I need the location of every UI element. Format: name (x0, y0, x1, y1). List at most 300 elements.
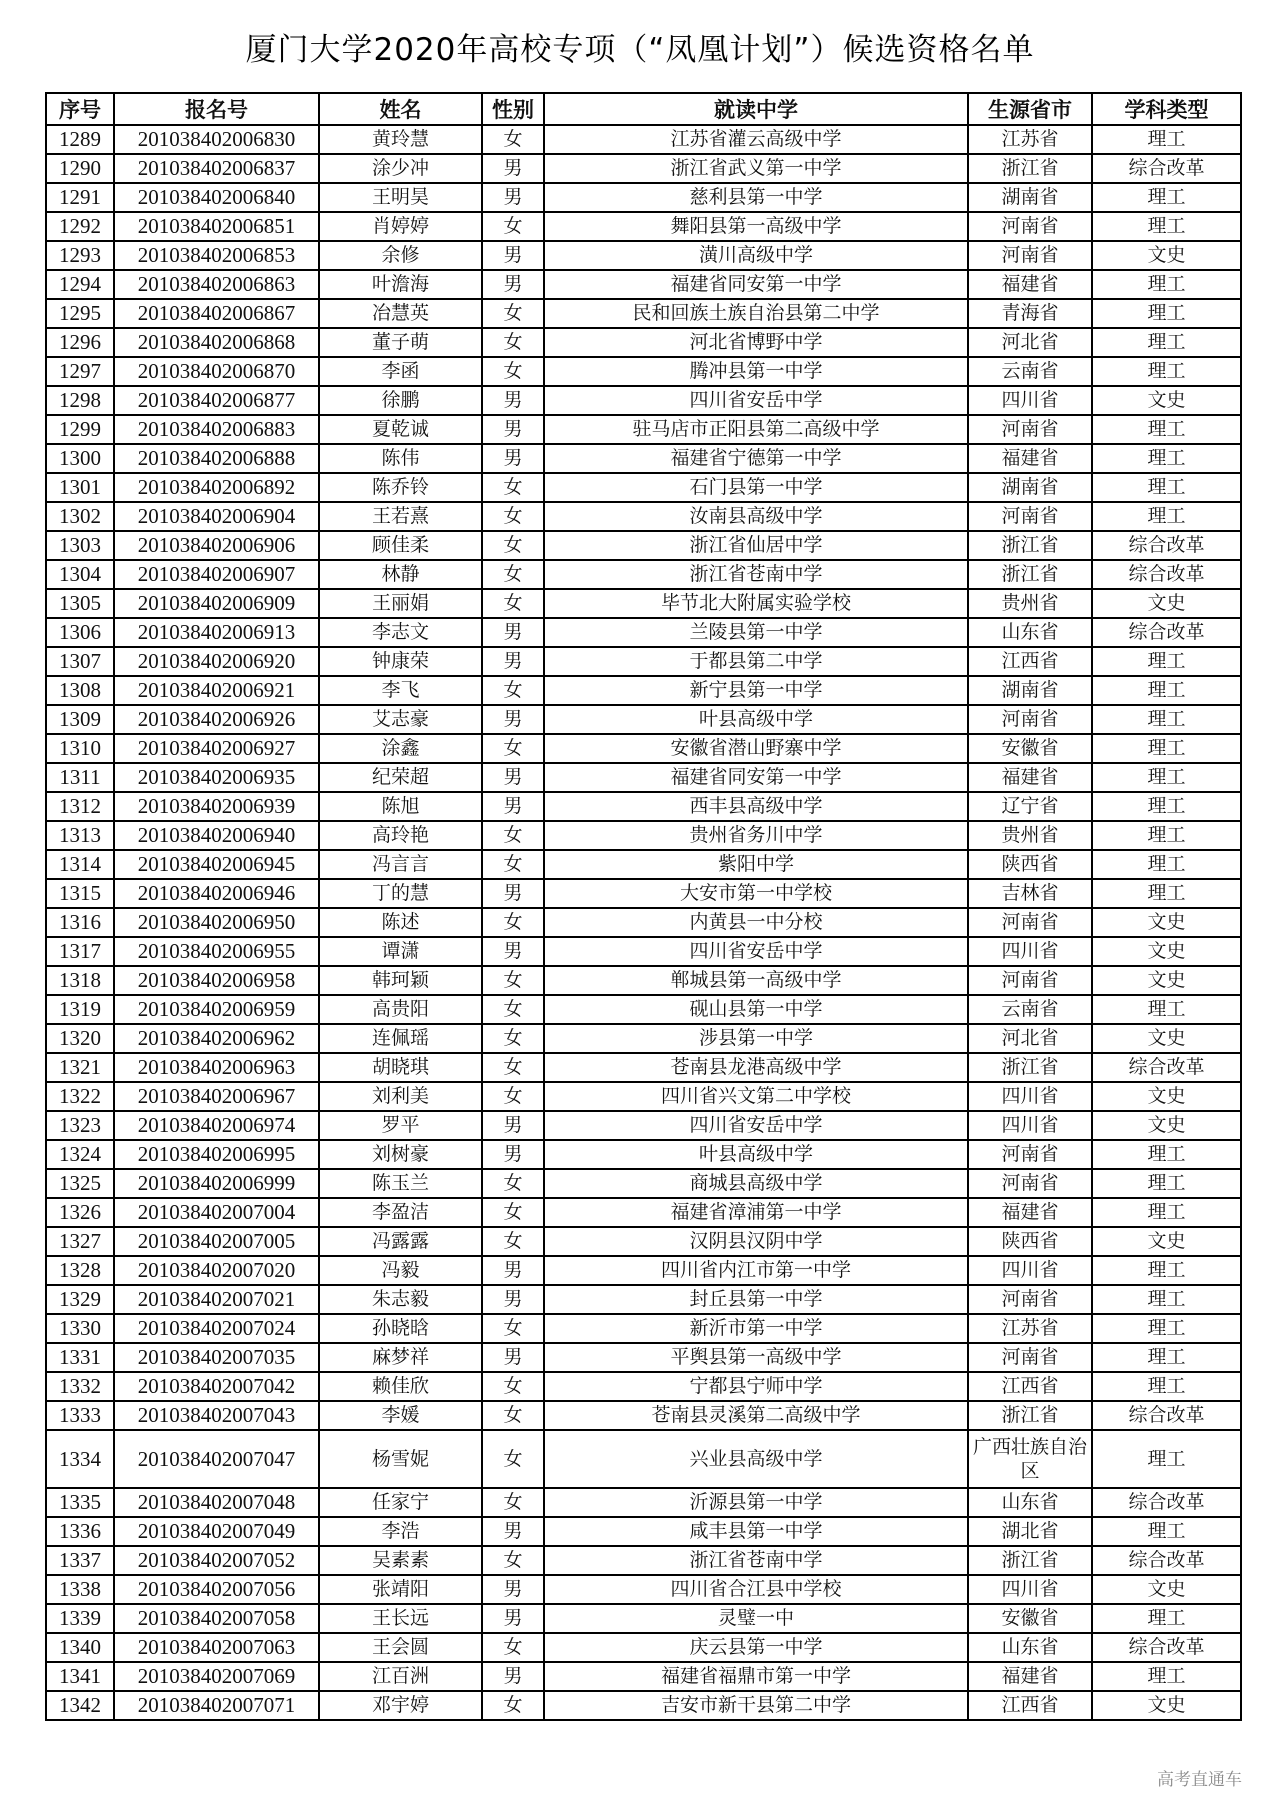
cell-subject-type: 理工 (1092, 1343, 1241, 1372)
cell-index: 1296 (46, 328, 114, 357)
candidate-table (45, 92, 1242, 1721)
cell-gender: 男 (482, 937, 544, 966)
cell-registration-no: 201038402006830 (114, 125, 319, 154)
cell-gender: 男 (482, 1662, 544, 1691)
cell-gender: 男 (482, 1575, 544, 1604)
cell-school: 潢川高级中学 (544, 241, 968, 270)
cell-registration-no: 201038402006958 (114, 966, 319, 995)
cell-province: 江西省 (968, 1691, 1092, 1720)
cell-subject-type: 理工 (1092, 473, 1241, 502)
cell-gender: 男 (482, 705, 544, 734)
cell-index: 1330 (46, 1314, 114, 1343)
header-index: 序号 (46, 93, 114, 125)
cell-name: 胡晓琪 (319, 1053, 482, 1082)
cell-name: 王明昊 (319, 183, 482, 212)
table-row (46, 1111, 1241, 1140)
cell-subject-type: 理工 (1092, 1169, 1241, 1198)
cell-index: 1326 (46, 1198, 114, 1227)
cell-province: 江西省 (968, 647, 1092, 676)
cell-name: 高玲艳 (319, 821, 482, 850)
cell-school: 平舆县第一高级中学 (544, 1343, 968, 1372)
cell-registration-no: 201038402006921 (114, 676, 319, 705)
table-row (46, 1314, 1241, 1343)
cell-province: 青海省 (968, 299, 1092, 328)
table-row (46, 1198, 1241, 1227)
table-row (46, 1662, 1241, 1691)
cell-name: 刘树豪 (319, 1140, 482, 1169)
table-row (46, 1169, 1241, 1198)
cell-school: 驻马店市正阳县第二高级中学 (544, 415, 968, 444)
cell-school: 吉安市新干县第二中学 (544, 1691, 968, 1720)
table-row (46, 1517, 1241, 1546)
cell-name: 张靖阳 (319, 1575, 482, 1604)
table-row (46, 1546, 1241, 1575)
table-row (46, 1633, 1241, 1662)
cell-name: 涂鑫 (319, 734, 482, 763)
cell-province: 陕西省 (968, 850, 1092, 879)
cell-index: 1332 (46, 1372, 114, 1401)
table-row (46, 1343, 1241, 1372)
cell-school: 封丘县第一中学 (544, 1285, 968, 1314)
cell-school: 汝南县高级中学 (544, 502, 968, 531)
cell-registration-no: 201038402006955 (114, 937, 319, 966)
table-row (46, 1575, 1241, 1604)
cell-gender: 男 (482, 1256, 544, 1285)
cell-gender: 女 (482, 357, 544, 386)
cell-subject-type: 理工 (1092, 357, 1241, 386)
cell-registration-no: 201038402006870 (114, 357, 319, 386)
cell-subject-type: 综合改革 (1092, 1633, 1241, 1662)
cell-subject-type: 理工 (1092, 1140, 1241, 1169)
cell-subject-type: 理工 (1092, 328, 1241, 357)
cell-school: 福建省同安第一中学 (544, 270, 968, 299)
cell-registration-no: 201038402007005 (114, 1227, 319, 1256)
cell-school: 浙江省苍南中学 (544, 1546, 968, 1575)
cell-name: 高贵阳 (319, 995, 482, 1024)
cell-province: 安徽省 (968, 734, 1092, 763)
cell-index: 1304 (46, 560, 114, 589)
cell-subject-type: 理工 (1092, 792, 1241, 821)
table-row (46, 473, 1241, 502)
cell-gender: 男 (482, 1140, 544, 1169)
cell-subject-type: 理工 (1092, 444, 1241, 473)
cell-school: 安徽省潜山野寨中学 (544, 734, 968, 763)
cell-index: 1340 (46, 1633, 114, 1662)
cell-subject-type: 理工 (1092, 995, 1241, 1024)
cell-index: 1335 (46, 1488, 114, 1517)
table-row (46, 386, 1241, 415)
cell-gender: 男 (482, 1604, 544, 1633)
page-title: 厦门大学2020年高校专项（“凤凰计划”）候选资格名单 (245, 32, 1035, 68)
cell-province: 广西壮族自治区 (968, 1430, 1092, 1488)
cell-name: 冯言言 (319, 850, 482, 879)
cell-school: 商城县高级中学 (544, 1169, 968, 1198)
cell-school: 庆云县第一中学 (544, 1633, 968, 1662)
cell-school: 宁都县宁师中学 (544, 1372, 968, 1401)
cell-school: 浙江省苍南中学 (544, 560, 968, 589)
cell-name: 孙晓晗 (319, 1314, 482, 1343)
table-row (46, 212, 1241, 241)
cell-province: 河南省 (968, 1285, 1092, 1314)
cell-subject-type: 文史 (1092, 1575, 1241, 1604)
cell-registration-no: 201038402006909 (114, 589, 319, 618)
cell-school: 四川省内江市第一中学 (544, 1256, 968, 1285)
cell-index: 1331 (46, 1343, 114, 1372)
cell-name: 黄玲慧 (319, 125, 482, 154)
cell-subject-type: 理工 (1092, 1372, 1241, 1401)
cell-index: 1319 (46, 995, 114, 1024)
cell-registration-no: 201038402006935 (114, 763, 319, 792)
cell-gender: 女 (482, 1169, 544, 1198)
cell-gender: 男 (482, 1111, 544, 1140)
cell-province: 辽宁省 (968, 792, 1092, 821)
cell-index: 1289 (46, 125, 114, 154)
cell-school: 四川省合江县中学校 (544, 1575, 968, 1604)
cell-index: 1307 (46, 647, 114, 676)
cell-province: 四川省 (968, 386, 1092, 415)
cell-subject-type: 文史 (1092, 1082, 1241, 1111)
cell-index: 1295 (46, 299, 114, 328)
cell-index: 1305 (46, 589, 114, 618)
cell-name: 涂少冲 (319, 154, 482, 183)
cell-index: 1341 (46, 1662, 114, 1691)
cell-province: 四川省 (968, 1575, 1092, 1604)
cell-name: 任家宁 (319, 1488, 482, 1517)
table-row (46, 270, 1241, 299)
cell-province: 江西省 (968, 1372, 1092, 1401)
cell-school: 大安市第一中学校 (544, 879, 968, 908)
cell-index: 1317 (46, 937, 114, 966)
table-row (46, 357, 1241, 386)
cell-province: 四川省 (968, 1256, 1092, 1285)
header-registration-no: 报名号 (114, 93, 319, 125)
cell-registration-no: 201038402006868 (114, 328, 319, 357)
cell-gender: 女 (482, 676, 544, 705)
cell-index: 1321 (46, 1053, 114, 1082)
cell-province: 江苏省 (968, 125, 1092, 154)
table-row (46, 1140, 1241, 1169)
cell-school: 涉县第一中学 (544, 1024, 968, 1053)
cell-registration-no: 201038402007069 (114, 1662, 319, 1691)
cell-name: 李盈洁 (319, 1198, 482, 1227)
cell-index: 1299 (46, 415, 114, 444)
cell-index: 1309 (46, 705, 114, 734)
cell-school: 于都县第二中学 (544, 647, 968, 676)
cell-name: 邓宇婷 (319, 1691, 482, 1720)
cell-registration-no: 201038402007004 (114, 1198, 319, 1227)
cell-index: 1339 (46, 1604, 114, 1633)
cell-gender: 男 (482, 792, 544, 821)
cell-index: 1324 (46, 1140, 114, 1169)
cell-gender: 女 (482, 1488, 544, 1517)
table-row (46, 792, 1241, 821)
cell-index: 1328 (46, 1256, 114, 1285)
cell-gender: 女 (482, 1198, 544, 1227)
table-row (46, 502, 1241, 531)
cell-province: 山东省 (968, 1488, 1092, 1517)
table-row (46, 299, 1241, 328)
cell-registration-no: 201038402006883 (114, 415, 319, 444)
cell-subject-type: 综合改革 (1092, 1488, 1241, 1517)
cell-province: 河南省 (968, 502, 1092, 531)
cell-name: 徐鹏 (319, 386, 482, 415)
table-row (46, 734, 1241, 763)
cell-name: 陈伟 (319, 444, 482, 473)
table-row (46, 966, 1241, 995)
cell-index: 1338 (46, 1575, 114, 1604)
cell-school: 贵州省务川中学 (544, 821, 968, 850)
table-row (46, 850, 1241, 879)
cell-province: 吉林省 (968, 879, 1092, 908)
cell-school: 叶县高级中学 (544, 705, 968, 734)
cell-subject-type: 理工 (1092, 734, 1241, 763)
cell-school: 浙江省武义第一中学 (544, 154, 968, 183)
cell-province: 河北省 (968, 328, 1092, 357)
cell-school: 慈利县第一中学 (544, 183, 968, 212)
cell-registration-no: 201038402006926 (114, 705, 319, 734)
cell-index: 1297 (46, 357, 114, 386)
cell-subject-type: 理工 (1092, 647, 1241, 676)
cell-gender: 女 (482, 1546, 544, 1575)
cell-name: 李志文 (319, 618, 482, 647)
cell-registration-no: 201038402007049 (114, 1517, 319, 1546)
cell-province: 陕西省 (968, 1227, 1092, 1256)
table-row (46, 1401, 1241, 1430)
cell-subject-type: 理工 (1092, 502, 1241, 531)
cell-index: 1314 (46, 850, 114, 879)
cell-gender: 女 (482, 1372, 544, 1401)
cell-name: 朱志毅 (319, 1285, 482, 1314)
cell-province: 福建省 (968, 763, 1092, 792)
cell-subject-type: 综合改革 (1092, 560, 1241, 589)
table-row (46, 879, 1241, 908)
cell-subject-type: 文史 (1092, 1111, 1241, 1140)
cell-name: 李函 (319, 357, 482, 386)
cell-gender: 女 (482, 1314, 544, 1343)
cell-registration-no: 201038402006913 (114, 618, 319, 647)
cell-registration-no: 201038402007052 (114, 1546, 319, 1575)
cell-gender: 女 (482, 125, 544, 154)
cell-registration-no: 201038402006851 (114, 212, 319, 241)
cell-subject-type: 文史 (1092, 937, 1241, 966)
table-row (46, 328, 1241, 357)
cell-name: 余修 (319, 241, 482, 270)
cell-gender: 男 (482, 241, 544, 270)
cell-registration-no: 201038402006888 (114, 444, 319, 473)
table-row (46, 531, 1241, 560)
cell-name: 冯露露 (319, 1227, 482, 1256)
cell-registration-no: 201038402006950 (114, 908, 319, 937)
cell-gender: 男 (482, 763, 544, 792)
cell-registration-no: 201038402006927 (114, 734, 319, 763)
cell-province: 河南省 (968, 1169, 1092, 1198)
header-gender: 性别 (482, 93, 544, 125)
table-row (46, 908, 1241, 937)
cell-index: 1316 (46, 908, 114, 937)
cell-index: 1301 (46, 473, 114, 502)
cell-gender: 女 (482, 850, 544, 879)
cell-gender: 女 (482, 1401, 544, 1430)
cell-registration-no: 201038402007020 (114, 1256, 319, 1285)
cell-gender: 女 (482, 1633, 544, 1662)
cell-province: 湖南省 (968, 473, 1092, 502)
cell-subject-type: 理工 (1092, 705, 1241, 734)
cell-gender: 男 (482, 1517, 544, 1546)
cell-registration-no: 201038402006840 (114, 183, 319, 212)
cell-name: 王若熹 (319, 502, 482, 531)
cell-province: 山东省 (968, 618, 1092, 647)
cell-province: 四川省 (968, 1082, 1092, 1111)
cell-province: 福建省 (968, 444, 1092, 473)
cell-school: 灵璧一中 (544, 1604, 968, 1633)
cell-subject-type: 文史 (1092, 1024, 1241, 1053)
table-row (46, 415, 1241, 444)
cell-school: 江苏省灌云高级中学 (544, 125, 968, 154)
cell-school: 兰陵县第一中学 (544, 618, 968, 647)
cell-gender: 女 (482, 1227, 544, 1256)
cell-province: 浙江省 (968, 1401, 1092, 1430)
cell-registration-no: 201038402006962 (114, 1024, 319, 1053)
cell-subject-type: 理工 (1092, 183, 1241, 212)
table-row (46, 1227, 1241, 1256)
cell-gender: 女 (482, 531, 544, 560)
cell-gender: 男 (482, 386, 544, 415)
cell-gender: 女 (482, 821, 544, 850)
cell-registration-no: 201038402006974 (114, 1111, 319, 1140)
cell-index: 1336 (46, 1517, 114, 1546)
cell-province: 河南省 (968, 705, 1092, 734)
cell-subject-type: 理工 (1092, 1314, 1241, 1343)
cell-gender: 男 (482, 879, 544, 908)
cell-gender: 女 (482, 328, 544, 357)
cell-index: 1306 (46, 618, 114, 647)
cell-index: 1325 (46, 1169, 114, 1198)
cell-gender: 女 (482, 966, 544, 995)
cell-registration-no: 201038402007071 (114, 1691, 319, 1720)
cell-province: 浙江省 (968, 1053, 1092, 1082)
cell-province: 四川省 (968, 1111, 1092, 1140)
cell-subject-type: 理工 (1092, 1256, 1241, 1285)
cell-subject-type: 理工 (1092, 415, 1241, 444)
cell-subject-type: 理工 (1092, 879, 1241, 908)
cell-index: 1291 (46, 183, 114, 212)
cell-school: 福建省福鼎市第一中学 (544, 1662, 968, 1691)
cell-index: 1302 (46, 502, 114, 531)
cell-index: 1323 (46, 1111, 114, 1140)
table-row (46, 1604, 1241, 1633)
cell-school: 咸丰县第一中学 (544, 1517, 968, 1546)
cell-province: 河南省 (968, 241, 1092, 270)
cell-school: 郸城县第一高级中学 (544, 966, 968, 995)
table-row (46, 1024, 1241, 1053)
table-row (46, 589, 1241, 618)
cell-subject-type: 理工 (1092, 763, 1241, 792)
cell-gender: 女 (482, 734, 544, 763)
cell-index: 1310 (46, 734, 114, 763)
cell-subject-type: 理工 (1092, 850, 1241, 879)
table-row (46, 1256, 1241, 1285)
cell-name: 叶澹海 (319, 270, 482, 299)
cell-subject-type: 理工 (1092, 1198, 1241, 1227)
cell-province: 安徽省 (968, 1604, 1092, 1633)
header-subject-type: 学科类型 (1092, 93, 1241, 125)
cell-name: 陈玉兰 (319, 1169, 482, 1198)
table-row (46, 937, 1241, 966)
cell-gender: 女 (482, 1430, 544, 1488)
cell-province: 湖南省 (968, 676, 1092, 705)
cell-province: 河南省 (968, 1343, 1092, 1372)
table-row (46, 618, 1241, 647)
cell-school: 汉阴县汉阴中学 (544, 1227, 968, 1256)
cell-subject-type: 理工 (1092, 1517, 1241, 1546)
cell-registration-no: 201038402007043 (114, 1401, 319, 1430)
table-row (46, 154, 1241, 183)
cell-province: 浙江省 (968, 531, 1092, 560)
cell-school: 福建省同安第一中学 (544, 763, 968, 792)
cell-school: 兴业县高级中学 (544, 1430, 968, 1488)
cell-gender: 男 (482, 444, 544, 473)
cell-name: 董子萌 (319, 328, 482, 357)
cell-subject-type: 理工 (1092, 821, 1241, 850)
cell-name: 冶慧英 (319, 299, 482, 328)
cell-school: 浙江省仙居中学 (544, 531, 968, 560)
cell-province: 湖南省 (968, 183, 1092, 212)
cell-gender: 男 (482, 618, 544, 647)
cell-index: 1311 (46, 763, 114, 792)
cell-gender: 女 (482, 212, 544, 241)
cell-province: 河南省 (968, 908, 1092, 937)
cell-province: 贵州省 (968, 589, 1092, 618)
cell-subject-type: 理工 (1092, 676, 1241, 705)
table-row (46, 560, 1241, 589)
cell-school: 沂源县第一中学 (544, 1488, 968, 1517)
cell-name: 江百洲 (319, 1662, 482, 1691)
cell-registration-no: 201038402007047 (114, 1430, 319, 1488)
cell-registration-no: 201038402007024 (114, 1314, 319, 1343)
cell-registration-no: 201038402006907 (114, 560, 319, 589)
cell-name: 冯毅 (319, 1256, 482, 1285)
cell-subject-type: 理工 (1092, 1285, 1241, 1314)
cell-province: 河北省 (968, 1024, 1092, 1053)
cell-registration-no: 201038402006867 (114, 299, 319, 328)
cell-province: 山东省 (968, 1633, 1092, 1662)
cell-name: 吴素素 (319, 1546, 482, 1575)
cell-name: 连佩瑶 (319, 1024, 482, 1053)
cell-gender: 男 (482, 415, 544, 444)
cell-name: 钟康荣 (319, 647, 482, 676)
cell-registration-no: 201038402007042 (114, 1372, 319, 1401)
cell-gender: 女 (482, 1082, 544, 1111)
cell-name: 李媛 (319, 1401, 482, 1430)
cell-school: 内黄县一中分校 (544, 908, 968, 937)
cell-school: 腾冲县第一中学 (544, 357, 968, 386)
cell-province: 浙江省 (968, 560, 1092, 589)
cell-name: 陈乔铃 (319, 473, 482, 502)
cell-gender: 女 (482, 299, 544, 328)
cell-province: 河南省 (968, 212, 1092, 241)
cell-index: 1329 (46, 1285, 114, 1314)
cell-name: 纪荣超 (319, 763, 482, 792)
table-row (46, 125, 1241, 154)
cell-gender: 女 (482, 560, 544, 589)
cell-name: 夏乾诚 (319, 415, 482, 444)
table-row (46, 183, 1241, 212)
cell-subject-type: 文史 (1092, 908, 1241, 937)
cell-name: 王长远 (319, 1604, 482, 1633)
cell-subject-type: 理工 (1092, 212, 1241, 241)
watermark: 高考直通车 (1157, 1770, 1242, 1790)
cell-index: 1322 (46, 1082, 114, 1111)
